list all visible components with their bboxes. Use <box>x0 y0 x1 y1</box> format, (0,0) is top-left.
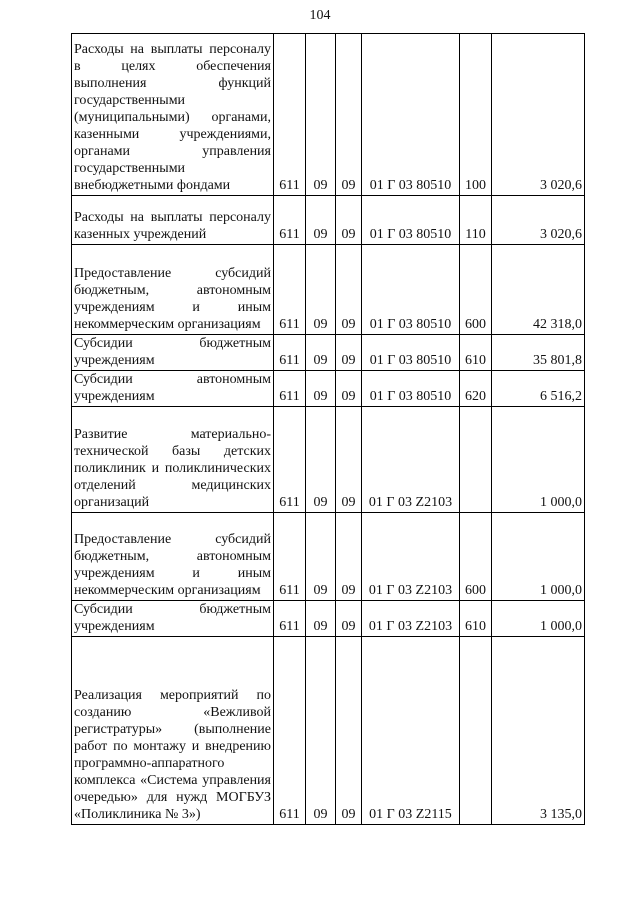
ministry-code: 611 <box>274 196 306 245</box>
section-code: 09 <box>306 407 336 513</box>
ministry-code: 611 <box>274 245 306 335</box>
amount: 1 000,0 <box>492 407 585 513</box>
subsection-code: 09 <box>336 371 362 407</box>
expense-type: 620 <box>460 371 492 407</box>
amount: 6 516,2 <box>492 371 585 407</box>
section-code: 09 <box>306 245 336 335</box>
row-name: Развитие материально-технической базы детских поликлиник и поликлинических отделений медицинских организаций <box>72 407 274 513</box>
row-name: Расходы на выплаты персоналу казенных учреждений <box>72 196 274 245</box>
expense-type <box>460 407 492 513</box>
amount: 3 135,0 <box>492 637 585 825</box>
section-code: 09 <box>306 637 336 825</box>
table-row <box>72 371 585 407</box>
section-code: 09 <box>306 196 336 245</box>
ministry-code: 611 <box>274 601 306 637</box>
subsection-code: 09 <box>336 335 362 371</box>
table-row <box>72 407 585 513</box>
target-article: 01 Г 03 80510 <box>362 34 460 196</box>
ministry-code: 611 <box>274 371 306 407</box>
target-article: 01 Г 03 80510 <box>362 245 460 335</box>
section-code: 09 <box>306 513 336 601</box>
subsection-code: 09 <box>336 513 362 601</box>
expense-type: 600 <box>460 513 492 601</box>
expense-type: 610 <box>460 335 492 371</box>
table-row <box>72 513 585 601</box>
section-code: 09 <box>306 371 336 407</box>
ministry-code: 611 <box>274 335 306 371</box>
ministry-code: 611 <box>274 34 306 196</box>
expense-type: 100 <box>460 34 492 196</box>
target-article: 01 Г 03 80510 <box>362 335 460 371</box>
section-code: 09 <box>306 34 336 196</box>
section-code: 09 <box>306 601 336 637</box>
subsection-code: 09 <box>336 637 362 825</box>
expense-type: 610 <box>460 601 492 637</box>
row-name: Расходы на выплаты персоналу в целях обеспечения выполнения функций государственными (муниципальными) органами, казенными учреждениями, органами управления государственными внебюджетными фондами <box>72 34 274 196</box>
table-row <box>72 245 585 335</box>
row-name: Субсидии бюджетным учреждениям <box>72 601 274 637</box>
budget-table <box>71 33 585 825</box>
amount: 3 020,6 <box>492 34 585 196</box>
amount: 3 020,6 <box>492 196 585 245</box>
row-name: Субсидии автономным учреждениям <box>72 371 274 407</box>
target-article: 01 Г 03 80510 <box>362 196 460 245</box>
table-row <box>72 196 585 245</box>
subsection-code: 09 <box>336 196 362 245</box>
row-name: Реализация мероприятий по созданию «Вежливой регистратуры» (выполнение работ по монтажу и внедрению программно-аппаратного комплекса «Система управления очередью» для нужд МОГБУЗ «Поликлиника № 3») <box>72 637 274 825</box>
section-code: 09 <box>306 335 336 371</box>
row-name: Предоставление субсидий бюджетным, автономным учреждениям и иным некоммерческим организациям <box>72 513 274 601</box>
expense-type: 600 <box>460 245 492 335</box>
amount: 42 318,0 <box>492 245 585 335</box>
table-row <box>72 34 585 196</box>
subsection-code: 09 <box>336 601 362 637</box>
ministry-code: 611 <box>274 637 306 825</box>
amount: 1 000,0 <box>492 513 585 601</box>
expense-type: 110 <box>460 196 492 245</box>
table-row <box>72 601 585 637</box>
ministry-code: 611 <box>274 407 306 513</box>
target-article: 01 Г 03 Z2103 <box>362 513 460 601</box>
row-name: Субсидии бюджетным учреждениям <box>72 335 274 371</box>
amount: 35 801,8 <box>492 335 585 371</box>
target-article: 01 Г 03 Z2103 <box>362 407 460 513</box>
target-article: 01 Г 03 Z2115 <box>362 637 460 825</box>
row-name: Предоставление субсидий бюджетным, автономным учреждениям и иным некоммерческим организациям <box>72 245 274 335</box>
page-number: 104 <box>309 8 331 23</box>
ministry-code: 611 <box>274 513 306 601</box>
subsection-code: 09 <box>336 245 362 335</box>
table-row <box>72 335 585 371</box>
target-article: 01 Г 03 80510 <box>362 371 460 407</box>
table-row <box>72 637 585 825</box>
subsection-code: 09 <box>336 34 362 196</box>
target-article: 01 Г 03 Z2103 <box>362 601 460 637</box>
expense-type <box>460 637 492 825</box>
subsection-code: 09 <box>336 407 362 513</box>
amount: 1 000,0 <box>492 601 585 637</box>
